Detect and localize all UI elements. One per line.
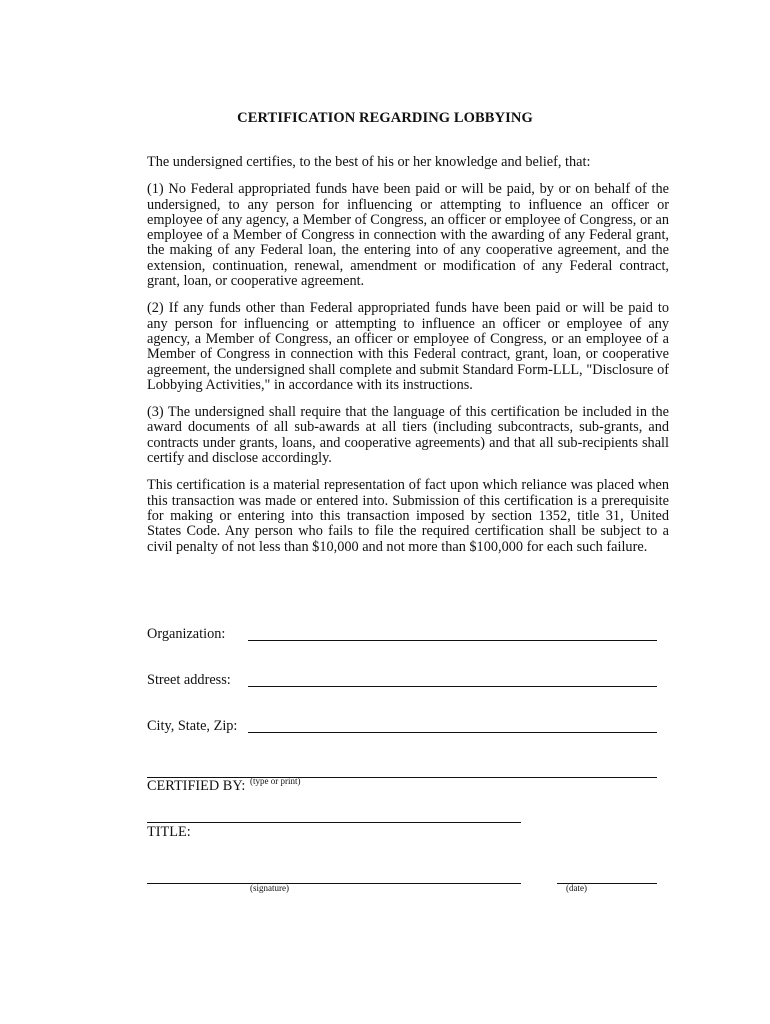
certified-by-hint: (type or print) xyxy=(250,776,301,786)
organization-field[interactable] xyxy=(248,640,657,641)
paragraph-3: (3) The undersigned shall require that the language of this certification be included in the award documents of all sub-awards at all tiers (including subcontracts, sub-grants, and contracts under grants, loans, and cooperative agreements) and that all sub-recipients shall certify and disclose accordingly. xyxy=(147,404,669,467)
paragraph-1: (1) No Federal appropriated funds have been paid or will be paid, by or on behalf of the undersigned, to any person for influencing or attempting to influence an officer or employee of any agency, a Member of Congress, an officer or employee of Congress, or an employee of a Member of Congress in connection with the awarding of any Federal grant, the making of any Federal loan, the entering into of any cooperative agreement, and the extension, continuation, renewal, amendment or modification of any Federal contract, grant, loan, or cooperative agreement. xyxy=(147,181,669,290)
street-address-field[interactable] xyxy=(248,686,657,687)
intro-paragraph: The undersigned certifies, to the best of his or her knowledge and belief, that: xyxy=(147,154,591,170)
city-state-zip-field[interactable] xyxy=(248,732,657,733)
paragraph-2: (2) If any funds other than Federal appropriated funds have been paid or will be paid to any person for influencing or attempting to influence an officer or employee of any agency, a Member of Congress, an officer or employee of Congress, or an employee of a Member of Congress in connection with this Federal contract, grant, loan, or cooperative agreement, the undersigned shall complete and submit Standard Form-LLL, "Disclosure of Lobbying Activities," in accordance with its instructions. xyxy=(147,300,669,393)
city-state-zip-label: City, State, Zip: xyxy=(147,718,238,734)
signature-hint: (signature) xyxy=(250,883,289,893)
signature-field[interactable] xyxy=(147,883,521,884)
date-hint: (date) xyxy=(566,883,587,893)
title-field[interactable] xyxy=(147,822,521,823)
street-address-label: Street address: xyxy=(147,672,231,688)
document-title: CERTIFICATION REGARDING LOBBYING xyxy=(237,110,533,126)
document-body xyxy=(147,155,669,567)
certification-statement: This certification is a material representation of fact upon which reliance was placed when this transaction was made or entered into. Submission of this certification is a prerequisite for making or entering into this transaction imposed by section 1352, title 31, United States Code. Any person who fails to file the required certification shall be subject to a civil penalty of not less than $10,000 and not more than $100,000 for each such failure. xyxy=(147,477,669,555)
certified-by-label: CERTIFIED BY: xyxy=(147,778,246,794)
organization-label: Organization: xyxy=(147,626,226,642)
title-label: TITLE: xyxy=(147,824,191,840)
